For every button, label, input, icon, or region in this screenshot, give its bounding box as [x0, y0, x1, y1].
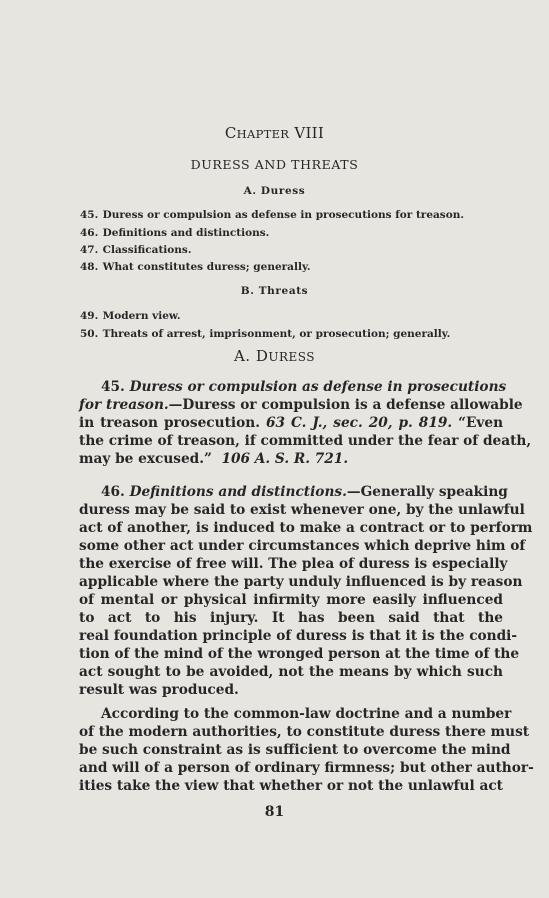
para45-line	[79, 396, 523, 414]
outline-item-text: Classifications.	[102, 244, 192, 256]
para-common-line: ities take the view that whether or not the unlawful act	[79, 778, 503, 794]
para-text: —Generally speaking	[346, 484, 508, 500]
outline-item-number: 49.	[80, 310, 99, 322]
citation: 106 A. S. R. 721.	[221, 451, 349, 467]
chapter-initial: C	[224, 124, 237, 142]
outline-item-text: Modern view.	[102, 310, 181, 322]
section-heading	[0, 347, 549, 365]
outline-item	[80, 244, 510, 256]
para46-line: the exercise of free will. The plea of duress is especially	[79, 556, 508, 572]
para46-line: tion of the mind of the wronged person at the time of the	[79, 646, 520, 662]
outline-item-text: Threats of arrest, imprisonment, or prosecution; generally.	[102, 328, 451, 340]
outline-item-text: Definitions and distinctions.	[102, 227, 270, 239]
outline-item-number: 50.	[80, 328, 99, 340]
para-title: Duress or compulsion as defense in prosecutions	[129, 379, 507, 395]
outline-item-number: 46.	[80, 227, 99, 239]
outline-item	[80, 209, 510, 221]
para46-line: applicable where the party unduly influenced is by reason	[79, 574, 523, 590]
para46-line: result was produced.	[79, 682, 239, 698]
outline-section-b-label: B. Threats	[240, 285, 309, 297]
para-number: 45.	[101, 379, 125, 395]
outline-item-number: 47.	[80, 244, 99, 256]
para46-line: some other act under circumstances which deprive him of	[79, 538, 526, 554]
citation: 63 C. J., sec. 20, p. 819.	[265, 415, 453, 431]
outline-item	[80, 328, 510, 340]
para-number: 46.	[101, 484, 125, 500]
para45-line	[79, 450, 503, 468]
chapter-heading	[0, 124, 549, 142]
para45-line	[79, 414, 503, 432]
outline-item	[80, 261, 510, 273]
para46-line: real foundation principle of duress is that it is the condi-	[79, 628, 518, 644]
para-common-line: be such constraint as is sufficient to overcome the mind	[79, 742, 511, 758]
para-text: —Duress or compulsion is a defense allowable	[168, 397, 523, 413]
para46-line: to act to his injury. It has been said that the	[79, 610, 503, 626]
para-common-line: of the modern authorities, to constitute duress there must	[79, 724, 530, 740]
para-text: in treason prosecution.	[79, 415, 260, 431]
section-heading-initial: A. D	[233, 347, 269, 365]
outline-item-number: 48.	[80, 261, 99, 273]
outline-item	[80, 227, 510, 239]
para46-line: of mental or physical infirmity more easily influenced	[79, 592, 503, 608]
para-text: may be excused.”	[79, 451, 212, 467]
outline-item-text: Duress or compulsion as defense in prosecutions for treason.	[102, 209, 465, 221]
para-common-line: According to the common-law doctrine and a number	[101, 706, 512, 722]
para46-line	[79, 483, 508, 501]
para-text: “Even	[458, 415, 504, 431]
outline-item-text: What constitutes duress; generally.	[102, 261, 311, 273]
page-number: 81	[264, 804, 285, 820]
para-common-line: and will of a person of ordinary firmness; but other author-	[79, 760, 534, 776]
outline-item	[80, 310, 510, 322]
chapter-number: VIII	[289, 124, 325, 142]
para-title: Definitions and distinctions.	[129, 484, 347, 500]
para46-line: act sought to be avoided, not the means by which such	[79, 664, 503, 680]
section-heading-word: URESS	[268, 350, 316, 364]
para46-line: act of another, is induced to make a contract or to perform	[79, 520, 533, 536]
outline-item-number: 45.	[80, 209, 99, 221]
chapter-title: DURESS AND THREATS	[190, 157, 359, 172]
para-title: for treason.	[79, 397, 169, 413]
chapter-word: HAPTER	[236, 127, 290, 141]
outline-section-a-label: A. Duress	[243, 185, 306, 197]
para46-line: duress may be said to exist whenever one, by the unlawful	[79, 502, 525, 518]
para45-line: the crime of treason, if committed under the fear of death,	[79, 433, 532, 449]
para45-line	[79, 378, 507, 396]
